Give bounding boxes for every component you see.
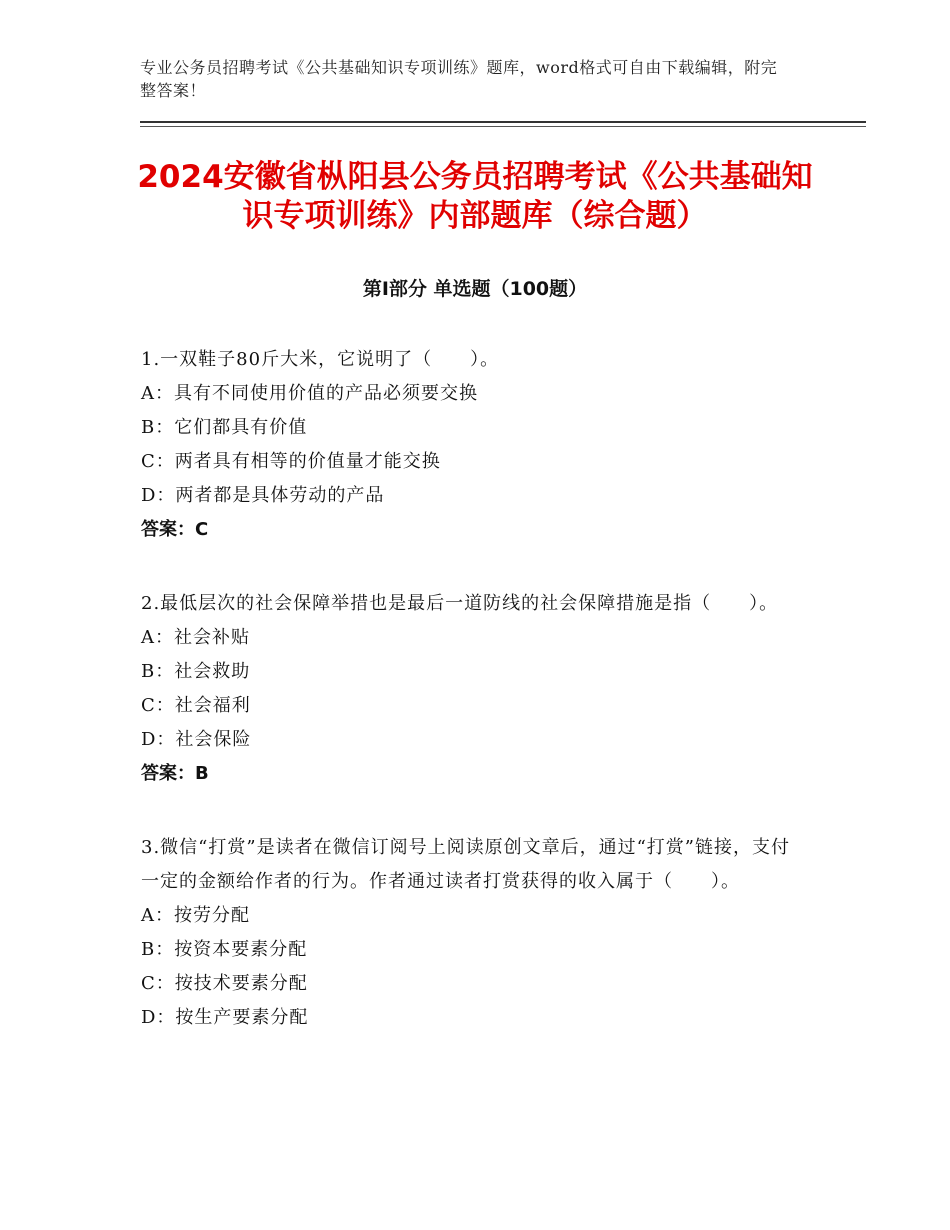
option-b: B：按资本要素分配 <box>141 939 308 960</box>
question-1 <box>141 343 791 547</box>
option-c: C：两者具有相等的价值量才能交换 <box>141 451 441 472</box>
option-a: A：按劳分配 <box>141 905 250 926</box>
header-divider-thick <box>140 121 866 123</box>
answer: 答案：B <box>141 763 209 784</box>
option-b: B：社会救助 <box>141 661 251 682</box>
question-stem: 3.微信“打赏”是读者在微信订阅号上阅读原创文章后，通过“打赏”链接，支付一定的金额给作者的行为。作者通过读者打赏获得的收入属于（ ）。 <box>141 837 790 892</box>
option-d: D：两者都是具体劳动的产品 <box>141 485 385 506</box>
header-note: 专业公务员招聘考试《公共基础知识专项训练》题库，word格式可自由下载编辑，附完整答案！ <box>140 58 778 100</box>
option-a: A：社会补贴 <box>141 627 250 648</box>
answer: 答案：C <box>141 519 209 540</box>
question-3 <box>141 831 791 1035</box>
question-stem: 1.一双鞋子80斤大米，它说明了（ ）。 <box>141 349 500 370</box>
header-divider-thin <box>140 126 866 127</box>
document-title: 2024安徽省枞阳县公务员招聘考试《公共基础知识专项训练》内部题库（综合题） <box>137 159 813 234</box>
question-list <box>141 343 791 1075</box>
option-d: D：社会保险 <box>141 729 252 750</box>
question-stem: 2.最低层次的社会保障举措也是最后一道防线的社会保障措施是指（ ）。 <box>141 593 779 614</box>
option-d: D：按生产要素分配 <box>141 1007 309 1028</box>
option-a: A：具有不同使用价值的产品必须要交换 <box>141 383 478 404</box>
question-2 <box>141 587 791 791</box>
option-c: C：社会福利 <box>141 695 251 716</box>
option-c: C：按技术要素分配 <box>141 973 308 994</box>
section-heading: 第Ⅰ部分 单选题（100题） <box>362 278 588 300</box>
option-b: B：它们都具有价值 <box>141 417 308 438</box>
